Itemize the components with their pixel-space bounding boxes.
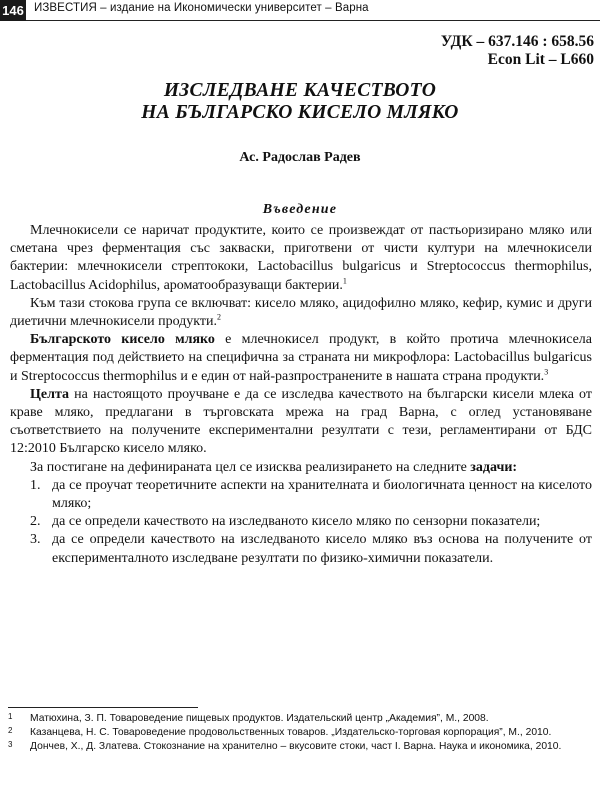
task-list bbox=[10, 477, 592, 568]
footnote: 3 Дончев, Х., Д. Златева. Стокознание на хранително – вкусовите стоки, част I. Варна. Наука и икономика, 2010. bbox=[8, 740, 562, 753]
paragraph: Българското кисело мляко е млечнокисел продукт, в който протича млечнокисела ферментация под действието на специфична за страната ни микрофлора: Lactobacillus bulgaricus и Streptococcus thermophilus и е един от най-разпространените в нашата страна продукти.$^3$ bbox=[10, 332, 592, 384]
footnote-mark: 3 bbox=[8, 740, 13, 750]
article-body bbox=[10, 222, 592, 568]
footnote-mark: 1 bbox=[8, 712, 13, 721]
article-author: Ас. Радослав Радев bbox=[239, 150, 361, 165]
header-divider bbox=[26, 20, 600, 21]
list-item: 3. да се определи качеството на изследваното кисело мляко въз основа на получените от експерименталното изследване резултати по физико-химични показатели. bbox=[30, 532, 592, 566]
list-number: 2. bbox=[30, 514, 41, 530]
list-number: 1. bbox=[30, 477, 41, 493]
paragraph: Към тази стокова група се включват: кисело мляко, ацидофилно мляко, кефир, кумис и други диетични млечнокисели продукти.$^2$ bbox=[10, 295, 592, 330]
footnote-reference[interactable]: 3 bbox=[544, 366, 549, 376]
list-item: 1. да се проучат теоретичните аспекти на хранителната и биологичната ценност на киселото мляко; bbox=[30, 477, 592, 512]
paragraph: Целта на настоящото проучване е да се изследва качеството на български кисели млека от краве мляко, предлагани в търговската мрежа на град Варна, с оглед установяване съответствието на получените експериментални резултати с тези, регламентирани от БДС 12:2010 Българско кисело мляко. bbox=[10, 386, 592, 457]
article-title-line-2: НА БЪЛГАРСКО КИСЕЛО МЛЯКО bbox=[141, 102, 459, 123]
list-item: 2. да се определи качеството на изследваното кисело мляко по сензорни показатели; bbox=[10, 513, 592, 531]
running-header bbox=[0, 0, 600, 22]
footnote: 2 Казанцева, Н. С. Товароведение продовольственных товаров. „Издательско-торговая корпорация”, М., 2010. bbox=[8, 726, 552, 739]
bold-term: задачи bbox=[470, 459, 513, 475]
footnote-divider bbox=[8, 707, 198, 708]
bold-term: Българското кисело мляко bbox=[30, 332, 215, 348]
paragraph: Млечнокисели се наричат продуктите, които се произвеждат от пастьоризирано мляко или сметана чрез ферментация със закваски, приготвени от чисти култури на млечнокисели бактерии: млечнокисели стрептококи, Lactobacillus bulgaricus и Streptococcus thermophilus, Lactobacillus Acidophilus, ароматообразуващи бактерии.$^1$ bbox=[10, 223, 592, 293]
article-title bbox=[0, 80, 600, 124]
footnote-reference[interactable]: 1 bbox=[342, 275, 347, 285]
paragraph: За постигане на дефинираната цел се изисква реализирането на следните задачи: bbox=[30, 459, 518, 475]
article-title-line-1: ИЗСЛЕДВАНЕ КАЧЕСТВОТО bbox=[163, 80, 437, 101]
running-title: ИЗВЕСТИЯ – издание на Икономически университет – Варна bbox=[34, 2, 369, 14]
econlit-code: Econ Lit – L660 bbox=[487, 51, 594, 68]
footnote-reference[interactable]: 2 bbox=[217, 312, 222, 322]
bold-term: Целта bbox=[30, 386, 70, 402]
footnote: 1 Матюхина, З. П. Товароведение пищевых продуктов. Издательский центр „Академия”, М., 2008. bbox=[8, 712, 489, 724]
footnotes bbox=[8, 712, 592, 754]
section-heading: Въведение bbox=[262, 202, 338, 217]
udc-code: УДК – 637.146 : 658.56 bbox=[440, 33, 594, 50]
footnote-mark: 2 bbox=[8, 726, 13, 736]
page-number: 146 bbox=[0, 0, 26, 21]
classification-codes bbox=[441, 33, 594, 69]
list-number: 3. bbox=[30, 532, 41, 548]
